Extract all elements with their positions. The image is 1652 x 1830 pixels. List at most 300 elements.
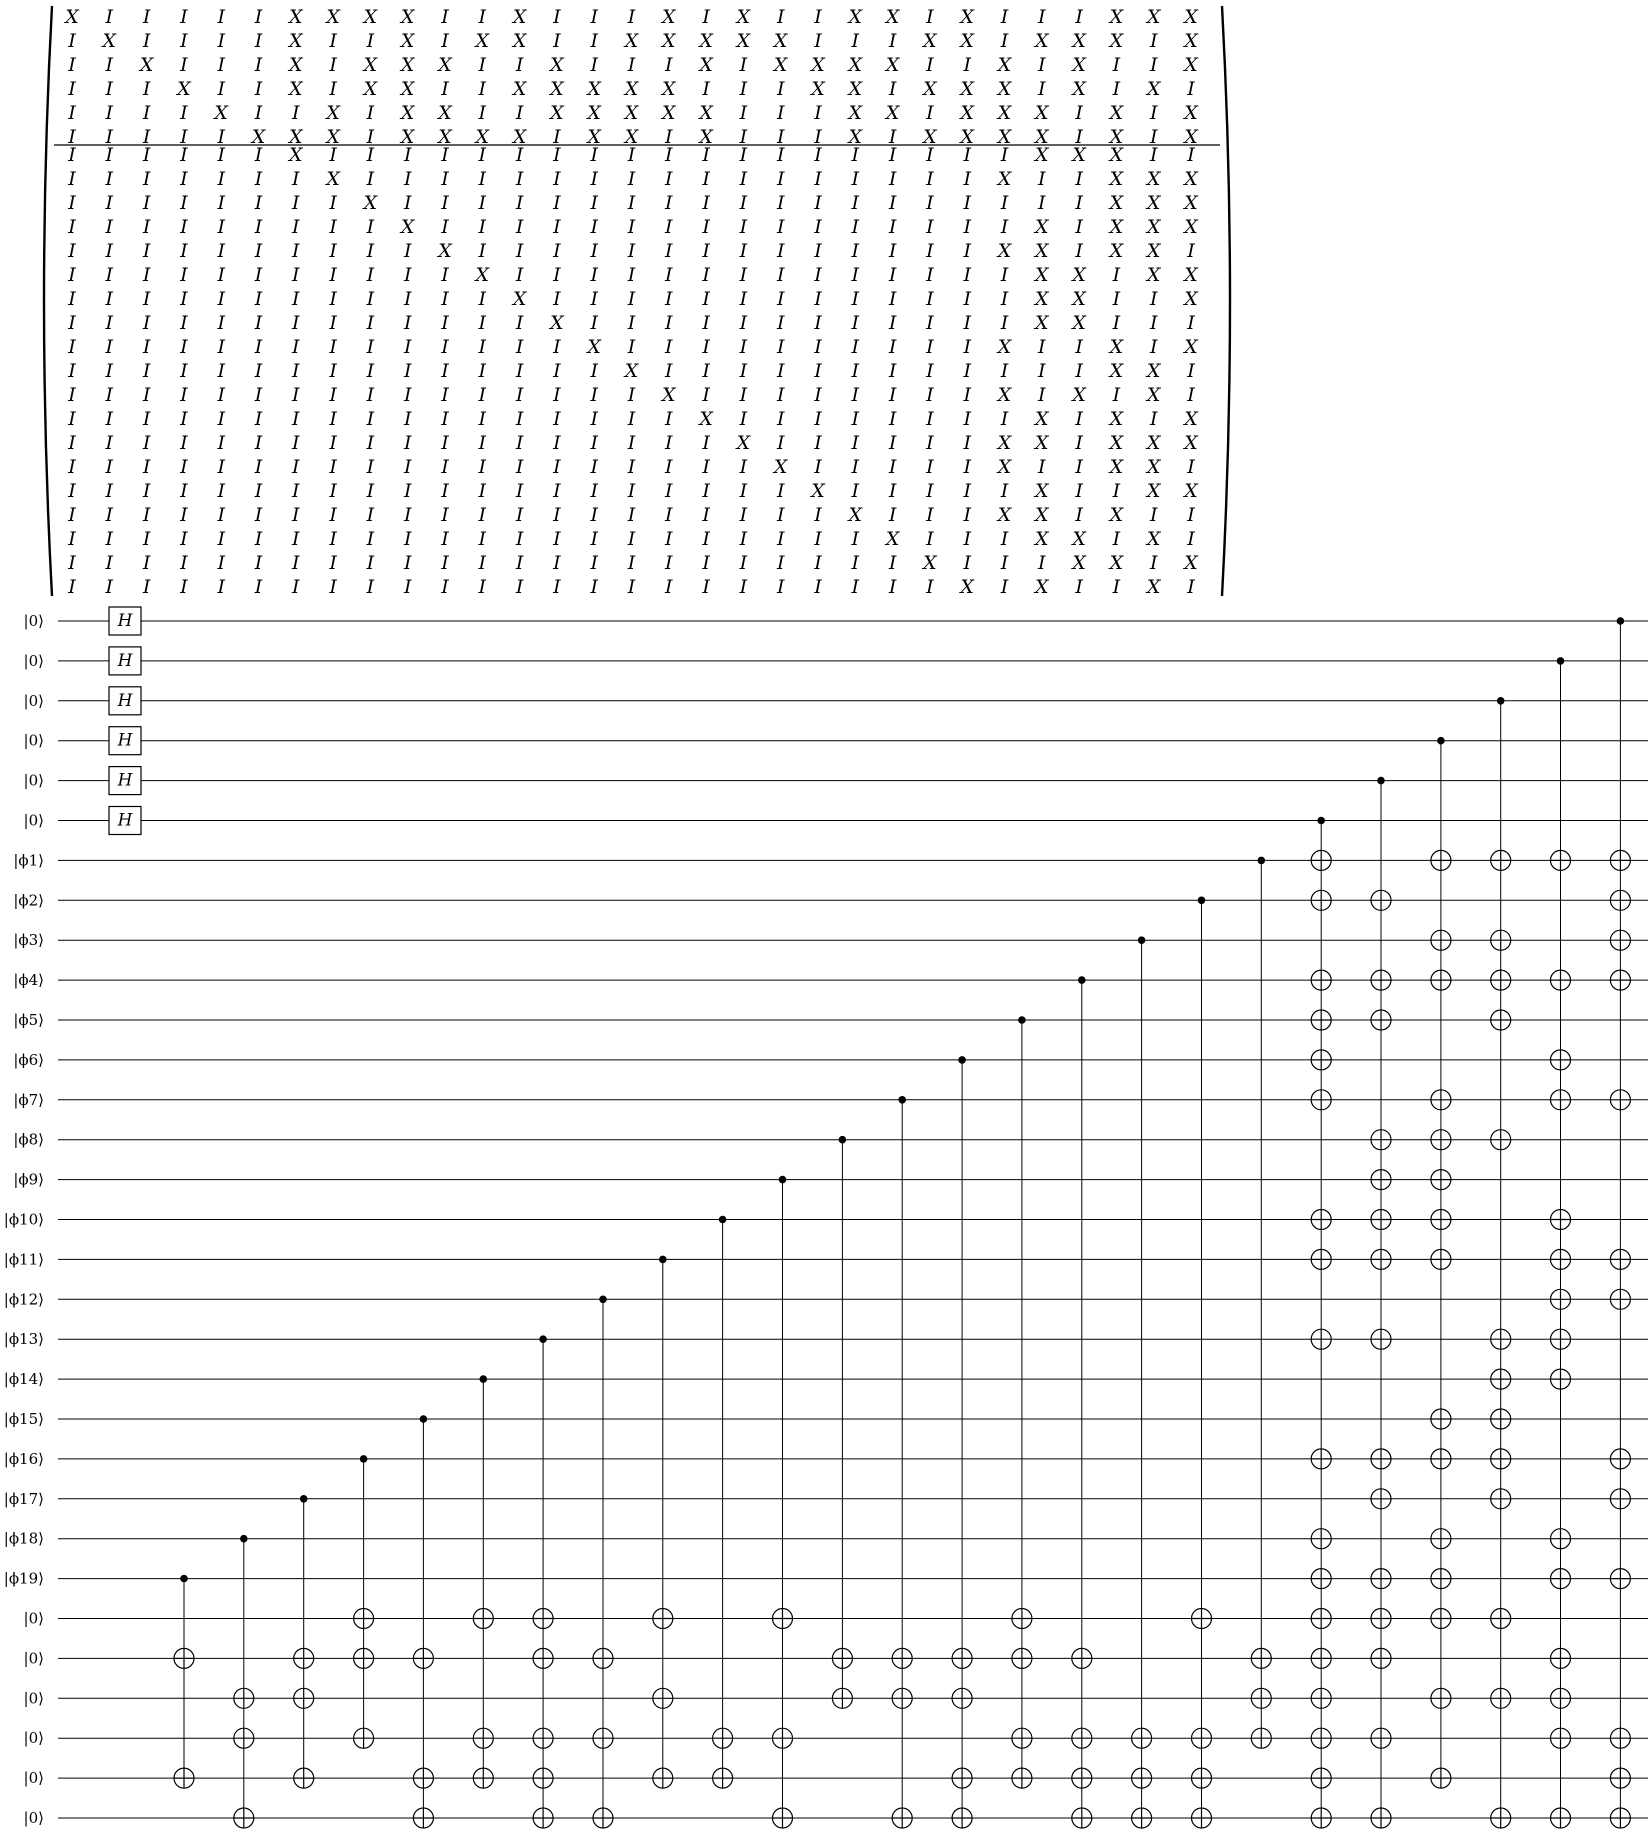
control-dot <box>420 1415 428 1423</box>
matrix-bottom-cell: I <box>142 264 151 286</box>
matrix-top-cell: I <box>553 126 561 148</box>
matrix-top-cell: X <box>326 6 340 28</box>
target-oplus <box>1610 930 1630 950</box>
matrix-bottom-cell: I <box>926 192 934 214</box>
hadamard-label: H <box>117 770 133 791</box>
matrix-bottom-cell: I <box>142 408 151 430</box>
target-oplus <box>413 1808 433 1828</box>
matrix-bottom-cell: I <box>926 216 934 238</box>
matrix-top-cell: X <box>624 78 639 100</box>
matrix-top-cell: I <box>739 54 748 76</box>
matrix-top-cell: X <box>475 126 490 148</box>
matrix-bottom-cell: I <box>627 288 636 310</box>
matrix-bottom-cell: X <box>1072 144 1086 166</box>
matrix-top-cell: I <box>590 6 598 28</box>
matrix-bottom-cell: I <box>142 168 151 190</box>
matrix-bottom-cell: I <box>553 168 561 190</box>
matrix-bottom-cell: I <box>888 264 897 286</box>
control-dot <box>1258 857 1266 865</box>
wire-labels <box>4 612 44 1827</box>
matrix-top-cell: I <box>739 126 748 148</box>
matrix-bottom-cell: I <box>254 192 263 214</box>
matrix-bottom-cell: I <box>142 336 151 358</box>
matrix-bottom-cell: I <box>142 528 151 550</box>
hadamard-gate <box>109 807 141 835</box>
target-oplus <box>1311 970 1331 990</box>
matrix-bottom-cell: I <box>702 552 710 574</box>
matrix-bottom-cell: I <box>590 528 598 550</box>
matrix-bottom-cell: I <box>1112 576 1121 598</box>
target-oplus <box>1311 1449 1331 1469</box>
matrix-top-cell: X <box>960 6 974 28</box>
matrix-top-cell: I <box>254 54 263 76</box>
matrix-top-cell: X <box>1109 6 1124 28</box>
matrix-bottom-cell: I <box>1075 336 1083 358</box>
matrix-top-cell: X <box>885 102 900 124</box>
matrix-top-cell: I <box>142 126 151 148</box>
matrix-top-cell: I <box>814 126 822 148</box>
matrix-bottom-cell: X <box>736 432 751 454</box>
matrix-bottom-cell: I <box>292 576 300 598</box>
matrix-bottom-cell: X <box>1184 168 1198 190</box>
matrix-top-cell: X <box>289 78 303 100</box>
matrix-bottom-cell: X <box>1109 168 1124 190</box>
matrix-bottom-cell: X <box>1146 240 1161 262</box>
target-oplus <box>1012 1648 1032 1668</box>
matrix-bottom-cell: I <box>105 312 114 334</box>
matrix-top-cell: I <box>478 78 487 100</box>
matrix-top-cell: X <box>512 78 527 100</box>
matrix-bottom-cell: I <box>776 336 785 358</box>
matrix-top-cell: X <box>1146 78 1161 100</box>
matrix-top-cell: I <box>776 78 785 100</box>
matrix-bottom-cell: I <box>180 480 188 502</box>
matrix-bottom-cell: I <box>739 144 748 166</box>
target-oplus <box>593 1808 613 1828</box>
target-oplus <box>1491 1409 1511 1429</box>
matrix-bottom-cell: I <box>478 480 487 502</box>
matrix-top-cell: I <box>1149 126 1158 148</box>
matrix-bottom-cell: I <box>1149 552 1158 574</box>
matrix-bottom-cell: I <box>403 528 412 550</box>
matrix-bottom-cell: X <box>997 432 1012 454</box>
matrix-bottom-cell: X <box>1072 264 1086 286</box>
matrix-bottom-cell: I <box>329 240 337 262</box>
target-oplus <box>1610 1489 1630 1509</box>
matrix-bottom-cell: I <box>814 144 822 166</box>
matrix-bottom-cell: I <box>739 408 748 430</box>
matrix-bottom-cell: I <box>702 216 710 238</box>
matrix-bottom-cell: I <box>254 360 263 382</box>
circuit-wires <box>58 621 1648 1818</box>
cnot-gate <box>713 1216 733 1788</box>
matrix-top-cell: I <box>105 126 114 148</box>
target-oplus <box>1551 1369 1571 1389</box>
matrix-bottom-cell: I <box>814 336 822 358</box>
matrix-bottom-cell: I <box>1112 288 1121 310</box>
matrix-bottom-cell: I <box>963 336 971 358</box>
target-oplus <box>1431 1090 1451 1110</box>
matrix-top-cell: X <box>400 126 415 148</box>
matrix-bottom-cell: X <box>885 528 900 550</box>
matrix-bottom-cell: X <box>1146 168 1161 190</box>
matrix-bottom-cell: I <box>515 144 524 166</box>
target-oplus <box>1371 1210 1391 1230</box>
target-oplus <box>294 1648 314 1668</box>
matrix-bottom-cell: I <box>776 360 785 382</box>
matrix-bottom-cell: I <box>1000 312 1009 334</box>
target-oplus <box>1551 1289 1571 1309</box>
matrix-bottom-cell: I <box>105 504 114 526</box>
matrix-bottom-cell: I <box>553 240 561 262</box>
matrix-bottom-cell: X <box>1109 216 1124 238</box>
matrix-top-cell: I <box>1112 78 1121 100</box>
target-oplus <box>1491 1329 1511 1349</box>
matrix-top-cell: I <box>1000 30 1009 52</box>
target-oplus <box>533 1728 553 1748</box>
matrix-bottom-cell: I <box>142 456 151 478</box>
matrix-bottom-cell: I <box>702 528 710 550</box>
matrix-bottom-cell: X <box>699 408 713 430</box>
matrix-bottom-cell: I <box>963 192 971 214</box>
matrix-top-cell: I <box>553 30 561 52</box>
wire-label: |ϕ4⟩ <box>13 971 44 990</box>
target-oplus <box>1431 970 1451 990</box>
target-oplus <box>1072 1728 1092 1748</box>
matrix-bottom-cell: I <box>180 144 188 166</box>
matrix-bottom-cell: I <box>254 216 263 238</box>
matrix-top-cell: I <box>217 126 225 148</box>
hadamard-gate <box>109 727 141 755</box>
matrix-top-cell: X <box>550 78 564 100</box>
matrix-bottom-cell: I <box>702 312 710 334</box>
matrix-bottom-cell: I <box>180 168 188 190</box>
target-oplus <box>653 1609 673 1629</box>
matrix-top-cell: I <box>366 126 375 148</box>
matrix-bottom-cell: I <box>403 288 412 310</box>
matrix-top-cell: X <box>1109 126 1124 148</box>
matrix-bottom-cell: I <box>590 552 598 574</box>
matrix-bottom-cell: I <box>254 456 263 478</box>
matrix-bottom-cell: I <box>553 432 561 454</box>
target-oplus <box>1311 890 1331 910</box>
target-oplus <box>1551 1050 1571 1070</box>
target-oplus <box>1251 1648 1271 1668</box>
matrix-top-cell: I <box>217 54 225 76</box>
matrix-bottom-cell: I <box>292 336 300 358</box>
matrix-bottom-cell: X <box>1109 504 1124 526</box>
matrix-bottom-cell: I <box>1000 576 1009 598</box>
matrix-bottom-cell: I <box>702 192 710 214</box>
matrix-bottom-cell: I <box>254 144 263 166</box>
target-oplus <box>1551 1728 1571 1748</box>
matrix-top-cell: X <box>363 6 378 28</box>
matrix-top-cell: I <box>814 6 822 28</box>
matrix-top-cell: X <box>512 6 527 28</box>
target-oplus <box>1551 1090 1571 1110</box>
target-oplus <box>1311 1010 1331 1030</box>
matrix-bottom-cell: I <box>180 288 188 310</box>
matrix-bottom-cell: I <box>776 504 785 526</box>
matrix-bottom-cell: I <box>627 432 636 454</box>
matrix-bottom-cell: I <box>1075 504 1083 526</box>
matrix-bottom-cell: I <box>665 168 673 190</box>
matrix-top-cell: I <box>478 54 487 76</box>
matrix-bottom-cell: X <box>1072 384 1086 406</box>
matrix-bottom-cell: I <box>776 528 785 550</box>
matrix-bottom-cell: I <box>292 216 300 238</box>
matrix-bottom-cell: I <box>590 192 598 214</box>
matrix-bottom-cell: X <box>438 240 452 262</box>
matrix-bottom-cell: I <box>590 456 598 478</box>
matrix-top-cell: I <box>254 78 263 100</box>
cnot-gates <box>174 617 1630 1828</box>
matrix-top-cell: X <box>624 102 639 124</box>
matrix-bottom-cell: I <box>68 216 76 238</box>
matrix-bottom-cell: I <box>68 312 76 334</box>
target-oplus <box>1371 1808 1391 1828</box>
matrix-bottom-cell: I <box>217 144 225 166</box>
wire-label: |0⟩ <box>23 1809 44 1827</box>
matrix-bottom-cell: I <box>441 336 449 358</box>
matrix-bottom-cell: I <box>105 432 114 454</box>
matrix-bottom-cell: I <box>963 168 971 190</box>
cnot-gate <box>174 1575 194 1788</box>
matrix-bottom-cell: I <box>105 480 114 502</box>
hadamard-gate <box>109 767 141 795</box>
matrix-bottom-cell: I <box>1000 192 1009 214</box>
matrix-bottom-cell: I <box>217 432 225 454</box>
target-oplus <box>1371 1249 1391 1269</box>
matrix-bottom-cell: I <box>403 504 412 526</box>
matrix-bottom-cell: I <box>180 360 188 382</box>
matrix-bottom-cell: I <box>292 384 300 406</box>
matrix-bottom-cell: I <box>478 408 487 430</box>
target-oplus <box>593 1728 613 1748</box>
matrix-top-cell: X <box>624 126 639 148</box>
matrix-bottom-cell: I <box>292 264 300 286</box>
target-oplus <box>1012 1609 1032 1629</box>
matrix-bottom-cell: I <box>180 408 188 430</box>
cnot-gate <box>1132 936 1152 1828</box>
matrix-top-cell: I <box>68 102 76 124</box>
matrix-bottom-cell: I <box>515 528 524 550</box>
control-dot <box>599 1296 607 1304</box>
matrix-top-cell: X <box>438 102 452 124</box>
target-oplus <box>234 1728 254 1748</box>
matrix-bottom-cell: I <box>1000 360 1009 382</box>
target-oplus <box>1610 1569 1630 1589</box>
matrix-bottom-cell: I <box>665 552 673 574</box>
matrix-top-cell: I <box>180 102 188 124</box>
matrix-top-cell: X <box>960 102 974 124</box>
matrix-bottom-cell: I <box>776 552 785 574</box>
target-oplus <box>1371 890 1391 910</box>
matrix-bottom-cell: I <box>68 240 76 262</box>
matrix-top-cell: I <box>329 30 337 52</box>
matrix-bottom-cell: I <box>665 312 673 334</box>
matrix-top-cell: I <box>68 30 76 52</box>
wire-label: |ϕ9⟩ <box>13 1170 44 1189</box>
matrix-bottom-cell: I <box>926 576 934 598</box>
matrix-bottom-cell: I <box>403 168 412 190</box>
wire-label: |0⟩ <box>23 1689 44 1708</box>
matrix-bottom-cell: I <box>515 168 524 190</box>
matrix-bottom-cell: X <box>997 168 1012 190</box>
matrix-bottom-cell: I <box>1038 384 1046 406</box>
matrix-bottom-cell: I <box>478 552 487 574</box>
matrix-bottom-cell: I <box>254 264 263 286</box>
matrix-bottom-cell: I <box>180 552 188 574</box>
matrix-bottom-cell: I <box>814 456 822 478</box>
matrix-bottom-cell: I <box>665 192 673 214</box>
matrix-bottom-cell: I <box>702 264 710 286</box>
matrix-bottom-cell: I <box>963 240 971 262</box>
target-oplus <box>1610 1768 1630 1788</box>
matrix-bottom-cell: I <box>254 384 263 406</box>
target-oplus <box>1431 1130 1451 1150</box>
matrix-top-cell: X <box>289 6 303 28</box>
matrix-bottom-cell: I <box>739 192 748 214</box>
matrix-bottom-cell: I <box>217 336 225 358</box>
matrix-bottom-cell: I <box>553 288 561 310</box>
matrix-bottom-cell: I <box>292 480 300 502</box>
matrix-bottom-cell: I <box>553 216 561 238</box>
matrix-bottom-cell: I <box>739 264 748 286</box>
matrix-bottom-cell: I <box>553 576 561 598</box>
matrix-top-cell: I <box>217 30 225 52</box>
matrix-bottom-cell: I <box>776 408 785 430</box>
matrix-top-cell: I <box>68 78 76 100</box>
matrix-bottom-cell: X <box>923 552 937 574</box>
matrix-bottom-cell: I <box>590 360 598 382</box>
matrix-bottom-cell: I <box>739 240 748 262</box>
target-oplus <box>952 1808 972 1828</box>
matrix-top-cell: X <box>624 30 639 52</box>
matrix-bottom-cell: I <box>665 576 673 598</box>
matrix-top-cell: I <box>142 6 151 28</box>
matrix-top-cell: I <box>1038 54 1046 76</box>
matrix-bottom-cell: I <box>702 456 710 478</box>
target-oplus <box>1311 1249 1331 1269</box>
matrix-top-cell: X <box>699 126 713 148</box>
cnot-gate <box>952 1056 972 1828</box>
matrix-bottom-cell: I <box>963 264 971 286</box>
matrix-top-cell: X <box>699 54 713 76</box>
matrix-bottom-cell: I <box>403 552 412 574</box>
matrix-bottom-cell: I <box>553 504 561 526</box>
matrix-top-cell: X <box>811 54 825 76</box>
matrix-bottom-cell: I <box>814 576 822 598</box>
matrix-bottom-cell: I <box>478 144 487 166</box>
matrix-bottom-cell: I <box>851 552 860 574</box>
matrix-bottom-cell: I <box>105 288 114 310</box>
wire-label: |ϕ2⟩ <box>13 891 44 910</box>
target-oplus <box>1311 1648 1331 1668</box>
matrix-bottom-cell: I <box>515 504 524 526</box>
matrix-bottom-cell: I <box>1000 480 1009 502</box>
target-oplus <box>1491 1449 1511 1469</box>
hadamard-label: H <box>117 650 133 671</box>
matrix-top-cell: X <box>662 6 676 28</box>
target-oplus <box>1192 1609 1212 1629</box>
matrix-bottom-cell: I <box>180 504 188 526</box>
target-oplus <box>1551 1648 1571 1668</box>
matrix-bottom-cell: I <box>329 312 337 334</box>
matrix-bottom-cell: I <box>105 336 114 358</box>
wire-label: |0⟩ <box>23 651 44 670</box>
matrix-bottom-cell: I <box>329 504 337 526</box>
wire-label: |0⟩ <box>23 1729 44 1748</box>
matrix-bottom-cell: I <box>403 408 412 430</box>
target-oplus <box>1311 1329 1331 1349</box>
matrix-bottom-cell: I <box>702 336 710 358</box>
matrix-bottom-cell: I <box>851 288 860 310</box>
target-oplus <box>533 1648 553 1668</box>
matrix-top-cell: X <box>736 30 751 52</box>
matrix-bottom-cell: I <box>814 264 822 286</box>
matrix-bottom-cell: I <box>1075 432 1083 454</box>
matrix-bottom-cell: X <box>1109 456 1124 478</box>
matrix-bottom-cell: I <box>105 144 114 166</box>
wire-label: |ϕ10⟩ <box>3 1210 44 1229</box>
target-oplus <box>413 1648 433 1668</box>
matrix-bottom-cell: I <box>1038 552 1046 574</box>
matrix-bottom-cell: X <box>1035 288 1049 310</box>
matrix-bottom-cell: I <box>1187 312 1195 334</box>
matrix-bottom-cell: I <box>665 480 673 502</box>
target-oplus <box>1311 850 1331 870</box>
matrix-bottom-cell: I <box>515 576 524 598</box>
matrix-bottom-cell: I <box>254 336 263 358</box>
matrix-bottom-cell: I <box>105 168 114 190</box>
cnot-gate <box>1431 737 1451 1788</box>
matrix-bottom-cell: I <box>292 240 300 262</box>
matrix-top-cell: I <box>1038 6 1046 28</box>
target-oplus <box>174 1768 194 1788</box>
matrix-bottom-cell: I <box>739 288 748 310</box>
matrix-bottom-cell: X <box>997 336 1012 358</box>
matrix-bottom-cell: I <box>553 528 561 550</box>
target-oplus <box>1311 1210 1331 1230</box>
matrix-bottom-cell: I <box>590 432 598 454</box>
matrix-top-cell: I <box>888 30 897 52</box>
control-dot <box>1617 617 1625 625</box>
matrix-bottom-cell: I <box>441 216 449 238</box>
matrix-bottom-cell: I <box>68 552 76 574</box>
control-dot <box>1497 697 1505 705</box>
wire-label: |ϕ16⟩ <box>3 1449 44 1468</box>
matrix-bottom-cell: I <box>1112 384 1121 406</box>
matrix-bottom-cell: I <box>627 216 636 238</box>
matrix-bottom-cell: I <box>627 504 636 526</box>
matrix-bottom-cell: I <box>814 168 822 190</box>
matrix-bottom-cell: X <box>1072 552 1086 574</box>
matrix-bottom-cell: I <box>105 360 114 382</box>
target-oplus <box>892 1648 912 1668</box>
matrix-bottom-cell: I <box>1187 576 1195 598</box>
target-oplus <box>1371 1170 1391 1190</box>
matrix-bottom-cell: I <box>329 384 337 406</box>
target-oplus <box>1431 1768 1451 1788</box>
matrix-top-cell: X <box>960 30 974 52</box>
matrix-bottom-cell: I <box>142 288 151 310</box>
matrix-top-cell: I <box>1187 78 1195 100</box>
matrix-bottom-cell: I <box>590 504 598 526</box>
target-oplus <box>413 1768 433 1788</box>
matrix-bottom-cell: I <box>478 360 487 382</box>
matrix-bottom-cell: I <box>627 336 636 358</box>
